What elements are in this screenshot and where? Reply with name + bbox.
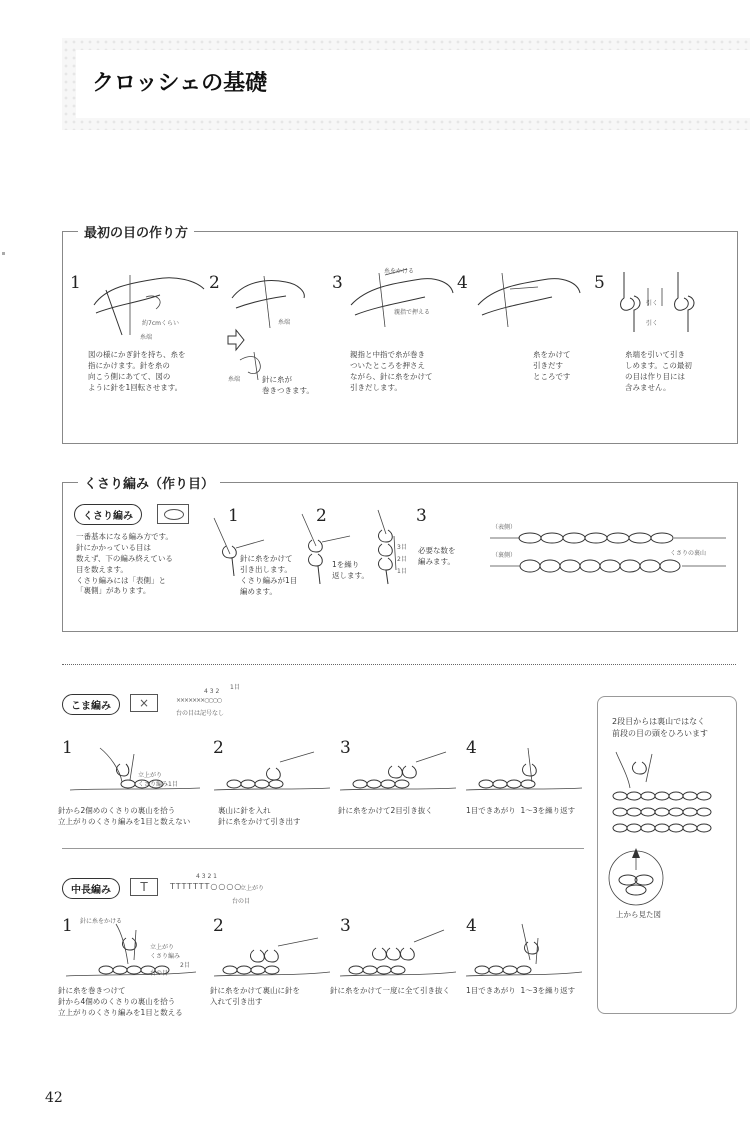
chain-step-3-caption: 必要な数を 編みます。	[418, 546, 456, 566]
first-step-2-label-tail-a: 糸端	[278, 319, 291, 326]
first-step-1-label-tail: 糸端	[140, 334, 153, 341]
first-step-5-label-pull-a: 引く	[646, 300, 659, 307]
first-step-4-illustration	[472, 265, 582, 345]
hdc-step-1-label-yarn: 針に糸をかける	[80, 918, 123, 925]
single-crochet-diagram-marks: ×××××××○○○○	[176, 697, 222, 704]
chain-title: くさり編み（作り目）	[78, 473, 220, 492]
single-crochet-rule	[62, 848, 584, 849]
hdc-step-1-number: 1	[62, 916, 73, 936]
sc-step-1-label-up: 立上がり	[138, 772, 163, 779]
first-step-4-caption: 糸をかけて 引きだす ところです	[533, 350, 571, 381]
page-title: クロッシェの基礎	[92, 70, 268, 96]
sc-step-2-caption: 裏山に針を入れ 針に糸をかけて引き出す	[218, 806, 301, 826]
hdc-step-1-caption: 針に糸を巻きつけて 針から4個めのくさりの裏山を拾う 立上がりのくさり編みを1目と数える	[58, 986, 183, 1017]
single-crochet-symbol: ×	[130, 694, 158, 712]
sc-step-2-number: 2	[213, 738, 224, 758]
chain-description: 一番基本になる編み方です。 針にかかっている目は 数えず、下の編み終えている 目を数えます。 くさり編みには「表側」と 「裏側」があります。	[76, 532, 173, 596]
first-step-3-label-thumb: 親指で押える	[394, 309, 431, 316]
first-step-3-illustration	[345, 265, 455, 345]
first-stitch-title: 最初の目の作り方	[78, 222, 194, 241]
single-crochet-diagram-row: 1目	[230, 684, 240, 691]
side-note-top-view-illustration	[606, 846, 666, 906]
sc-step-3-illustration	[340, 744, 460, 800]
half-double-diagram-note: 台の目	[232, 898, 251, 905]
hdc-step-1-label-base: 台の目	[150, 970, 169, 977]
side-note-fabric-illustration	[606, 748, 726, 838]
half-double-diagram-marks: TTTTTTT○○○○	[170, 882, 243, 891]
chain-step-1-caption: 針に糸をかけて 引き出します。 くさり編みが1目 編めます。	[240, 554, 298, 596]
hdc-step-2-illustration	[214, 920, 334, 986]
chain-count-1: 1目	[397, 568, 407, 575]
chain-back-illustration	[490, 556, 730, 576]
hdc-step-1-label-up: 立上がり	[150, 944, 175, 951]
hdc-step-2-caption: 針に糸をかけて裏山に針を 入れて引き出す	[210, 986, 300, 1006]
single-crochet-diagram-note: 台の目は記号なし	[176, 710, 225, 717]
chain-count-3: 3目	[397, 544, 407, 551]
page-number: 42	[45, 1090, 63, 1106]
hdc-step-1-label-chain: くさり編み	[150, 953, 181, 960]
section-divider	[62, 664, 736, 665]
side-note-text: 2段目からは裏山ではなく 前段の目の頭をひろいます	[612, 717, 708, 738]
first-step-1-label-length: 約7cmくらい	[142, 320, 179, 327]
first-step-5-caption: 糸端を引いて引き しめます。この最初 の目は作り目には 含みません。	[625, 350, 692, 392]
half-double-badge: 中長編み	[62, 878, 120, 899]
chain-front-illustration	[490, 528, 730, 548]
chain-badge: くさり編み	[74, 504, 142, 525]
chain-step-3-illustration	[370, 508, 420, 586]
sc-step-1-caption: 針から2個めのくさりの裏山を拾う 立上がりのくさり編みを1目と数えない	[58, 806, 191, 826]
chain-back-label: （裏側）	[492, 552, 517, 559]
half-double-symbol: T	[130, 878, 158, 896]
half-double-diagram-up: 立上がり	[240, 885, 265, 892]
sc-step-4-illustration	[466, 744, 586, 800]
first-step-3-number: 3	[332, 273, 343, 293]
sc-step-3-caption: 針に糸をかけて2目引き抜く	[338, 806, 433, 815]
first-step-1-caption: 図の様にかぎ針を持ち、糸を 指にかけます。針を糸の 向こう側にあてて、図の ように針を1回転させます。	[88, 350, 186, 392]
sc-step-3-number: 3	[340, 738, 351, 758]
first-step-2-label-tail-b: 糸端	[228, 376, 241, 383]
first-step-3-label-yarn-over: 糸をかける	[384, 268, 415, 275]
single-crochet-badge: こま編み	[62, 694, 120, 715]
first-step-5-label-pull-b: 引く	[646, 320, 659, 327]
side-note-view-label: 上から見た図	[616, 910, 661, 919]
chain-symbol	[157, 504, 189, 524]
sc-step-1-number: 1	[62, 738, 73, 758]
single-crochet-diagram-numbers: 4 3 2	[204, 688, 220, 695]
hdc-step-4-illustration	[466, 920, 586, 986]
first-step-2-caption: 針に糸が 巻きつきます。	[262, 375, 314, 395]
chain-oval-icon	[164, 509, 184, 520]
hdc-step-3-number: 3	[340, 916, 351, 936]
first-step-1-number: 1	[70, 273, 81, 293]
sc-step-4-caption: 1目できあがり 1〜3を繰り返す	[466, 806, 576, 815]
first-step-5-number: 5	[594, 273, 605, 293]
hdc-step-3-caption: 針に糸をかけて一度に全て引き抜く	[330, 986, 450, 995]
chain-step-3-number: 3	[416, 506, 427, 526]
chain-back-bump-label: くさりの裏山	[670, 550, 707, 557]
chain-step-1-number: 1	[228, 506, 239, 526]
margin-mark	[2, 252, 5, 255]
hdc-step-4-caption: 1目できあがり 1〜3を繰り返す	[466, 986, 576, 995]
sc-step-1-label-chain: くさり編み1目	[138, 781, 178, 788]
hdc-step-4-number: 4	[466, 916, 477, 936]
sc-step-2-illustration	[214, 744, 334, 800]
first-step-4-number: 4	[457, 273, 468, 293]
chain-step-2-number: 2	[316, 506, 327, 526]
chain-front-label: （表側）	[492, 524, 517, 531]
hdc-step-3-illustration	[340, 920, 460, 986]
chain-count-2: 2目	[397, 556, 407, 563]
first-step-2-number: 2	[209, 273, 220, 293]
hdc-step-1-label-two: 2目	[180, 962, 190, 969]
chain-step-2-caption: 1を繰り 返します。	[332, 560, 369, 580]
hdc-step-2-number: 2	[213, 916, 224, 936]
first-step-2-illustration	[224, 268, 314, 383]
half-double-diagram-numbers: 4 3 2 1	[196, 873, 217, 880]
sc-step-4-number: 4	[466, 738, 477, 758]
hdc-step-1-illustration	[66, 920, 206, 986]
first-step-3-caption: 親指と中指で糸が巻き ついたところを押さえ ながら、針に糸をかけて 引きだします。	[350, 350, 433, 392]
